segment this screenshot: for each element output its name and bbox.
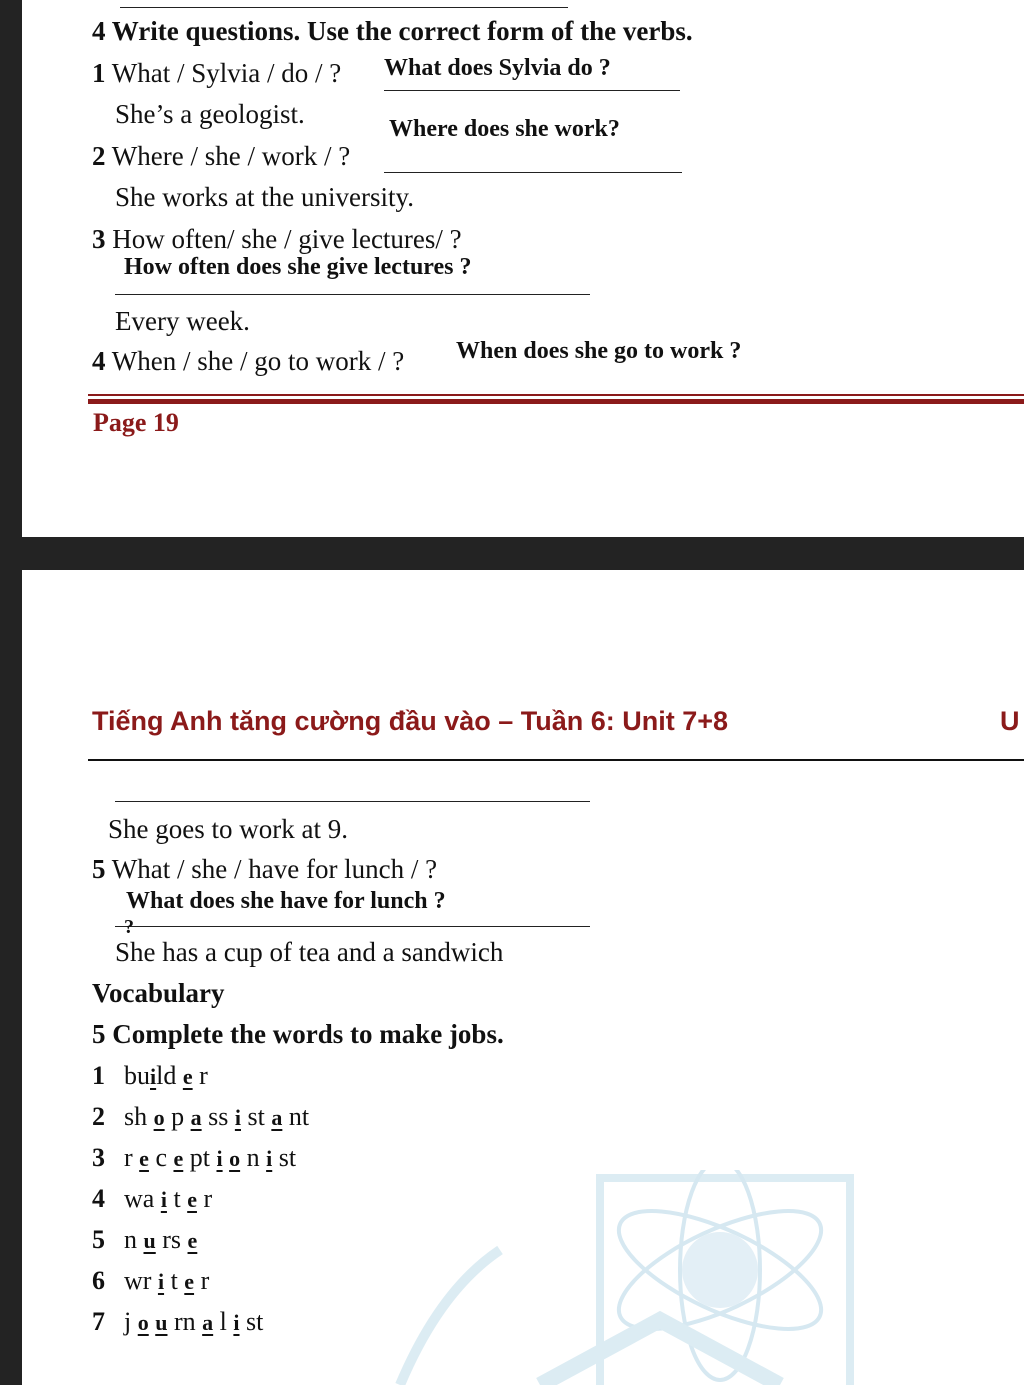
answer-2: Where does she work? — [389, 116, 620, 142]
exercise-5-title: 5 Complete the words to make jobs. — [92, 1019, 504, 1049]
word-fragment: wr — [124, 1266, 158, 1295]
filled-letter: e — [187, 1228, 198, 1253]
word-fragment: ld — [156, 1061, 183, 1090]
word-number: 6 — [92, 1266, 105, 1295]
word-fragment: st — [272, 1143, 297, 1172]
page-number: Page 19 — [93, 408, 179, 437]
answer-line-5 — [115, 926, 590, 927]
word-fragment: r — [194, 1266, 210, 1295]
word-number: 5 — [92, 1225, 105, 1254]
answer-4: When does she go to work ? — [456, 338, 742, 364]
answer-3: How often does she give lectures ? — [124, 254, 472, 280]
answer-1: What does Sylvia do ? — [384, 55, 611, 81]
job-word-row — [92, 1307, 263, 1337]
word-fragment: pt — [183, 1143, 217, 1172]
word-fragment: r — [124, 1143, 140, 1172]
word-fragment: p — [164, 1102, 191, 1131]
word-number: 1 — [92, 1061, 105, 1090]
answer-line-mark: ? — [124, 916, 134, 938]
job-word-row — [92, 1266, 209, 1296]
question-2 — [92, 141, 350, 172]
page-header-right: U — [1000, 706, 1020, 736]
job-word-row — [92, 1061, 208, 1091]
question-number: 3 — [92, 224, 106, 254]
filled-letter: i — [157, 1269, 165, 1294]
job-word-row — [92, 1225, 197, 1255]
answer-line-3 — [115, 294, 590, 295]
word-fragment: r — [196, 1184, 213, 1213]
filled-letter: i — [150, 1064, 157, 1089]
filled-letter: u — [143, 1228, 156, 1253]
question-prompt: When / she / go to work / ? — [111, 346, 405, 376]
question-number: 1 — [92, 58, 106, 88]
job-word-row — [92, 1102, 309, 1132]
viewer-left-border — [0, 0, 22, 1385]
vocabulary-heading: Vocabulary — [92, 978, 225, 1008]
word-fragment: j — [124, 1307, 138, 1336]
word-fragment: n — [124, 1225, 144, 1254]
word-number: 3 — [92, 1143, 105, 1172]
word-fragment: rs — [155, 1225, 188, 1254]
filled-letter: a — [202, 1310, 214, 1335]
filled-letter: i — [216, 1146, 223, 1171]
filled-letter: o — [137, 1310, 149, 1335]
filled-letter: e — [139, 1146, 149, 1171]
footer-rule — [88, 394, 1024, 396]
filled-letter: i — [234, 1105, 241, 1130]
question-prompt: What / Sylvia / do / ? — [111, 58, 342, 88]
word-fragment: t — [166, 1184, 188, 1213]
word-fragment: st — [241, 1102, 272, 1131]
word-number: 7 — [92, 1307, 105, 1336]
word-fragment: l — [213, 1307, 234, 1336]
filled-letter: i — [233, 1310, 240, 1335]
word-fragment: st — [239, 1307, 264, 1336]
answer-line-4 — [115, 801, 590, 802]
question-prompt: Where / she / work / ? — [111, 141, 351, 171]
top-rule — [120, 7, 568, 8]
filled-letter: e — [187, 1187, 197, 1212]
reply-2: She works at the university. — [115, 182, 414, 212]
word-fragment: ss — [201, 1102, 235, 1131]
word-fragment: t — [164, 1266, 185, 1295]
word-number: 4 — [92, 1184, 105, 1213]
word-fragment: rn — [167, 1307, 203, 1336]
header-rule — [88, 759, 1024, 761]
question-1 — [92, 58, 341, 89]
answer-5: What does she have for lunch ? — [126, 888, 446, 914]
job-word-row — [92, 1143, 296, 1173]
word-fragment: bu — [124, 1061, 150, 1090]
word-fragment: nt — [282, 1102, 310, 1131]
word-fragment: wa — [124, 1184, 161, 1213]
filled-letter: a — [190, 1105, 202, 1130]
filled-letter: o — [229, 1146, 241, 1171]
question-3 — [92, 224, 462, 255]
footer-rule-thick — [88, 399, 1024, 404]
question-prompt: What / she / have for lunch / ? — [111, 854, 438, 884]
word-number: 2 — [92, 1102, 105, 1131]
reply-3: Every week. — [115, 306, 250, 336]
filled-letter: i — [266, 1146, 273, 1171]
filled-letter: e — [182, 1064, 193, 1089]
filled-letter: i — [160, 1187, 167, 1212]
word-fragment: r — [192, 1061, 208, 1090]
reply-5: She has a cup of tea and a sandwich — [115, 937, 504, 967]
reply-1: She’s a geologist. — [115, 99, 305, 129]
filled-letter: o — [153, 1105, 165, 1130]
question-number: 4 — [92, 346, 106, 376]
reply-4: She goes to work at 9. — [108, 814, 348, 844]
question-prompt: How often/ she / give lectures/ ? — [112, 224, 462, 254]
page-header-title: Tiếng Anh tăng cường đầu vào – Tuần 6: Unit 7+8 — [92, 706, 729, 736]
exercise-4-title: 4 Write questions. Use the correct form of the verbs. — [92, 16, 693, 46]
word-fragment: n — [240, 1143, 267, 1172]
answer-line-2 — [384, 172, 682, 173]
question-number: 2 — [92, 141, 106, 171]
filled-letter: e — [173, 1146, 184, 1171]
question-5 — [92, 854, 437, 885]
word-fragment: sh — [124, 1102, 154, 1131]
question-number: 5 — [92, 854, 106, 884]
job-word-row — [92, 1184, 212, 1214]
filled-letter: e — [184, 1269, 195, 1294]
question-4 — [92, 346, 404, 377]
filled-letter: u — [155, 1310, 168, 1335]
watermark-logo — [380, 1170, 880, 1385]
answer-line-1 — [384, 90, 680, 91]
filled-letter: a — [271, 1105, 283, 1130]
watermark-arc — [400, 1250, 500, 1385]
word-fragment: c — [148, 1143, 174, 1172]
page-separator — [0, 537, 1024, 570]
watermark-center — [682, 1232, 758, 1308]
